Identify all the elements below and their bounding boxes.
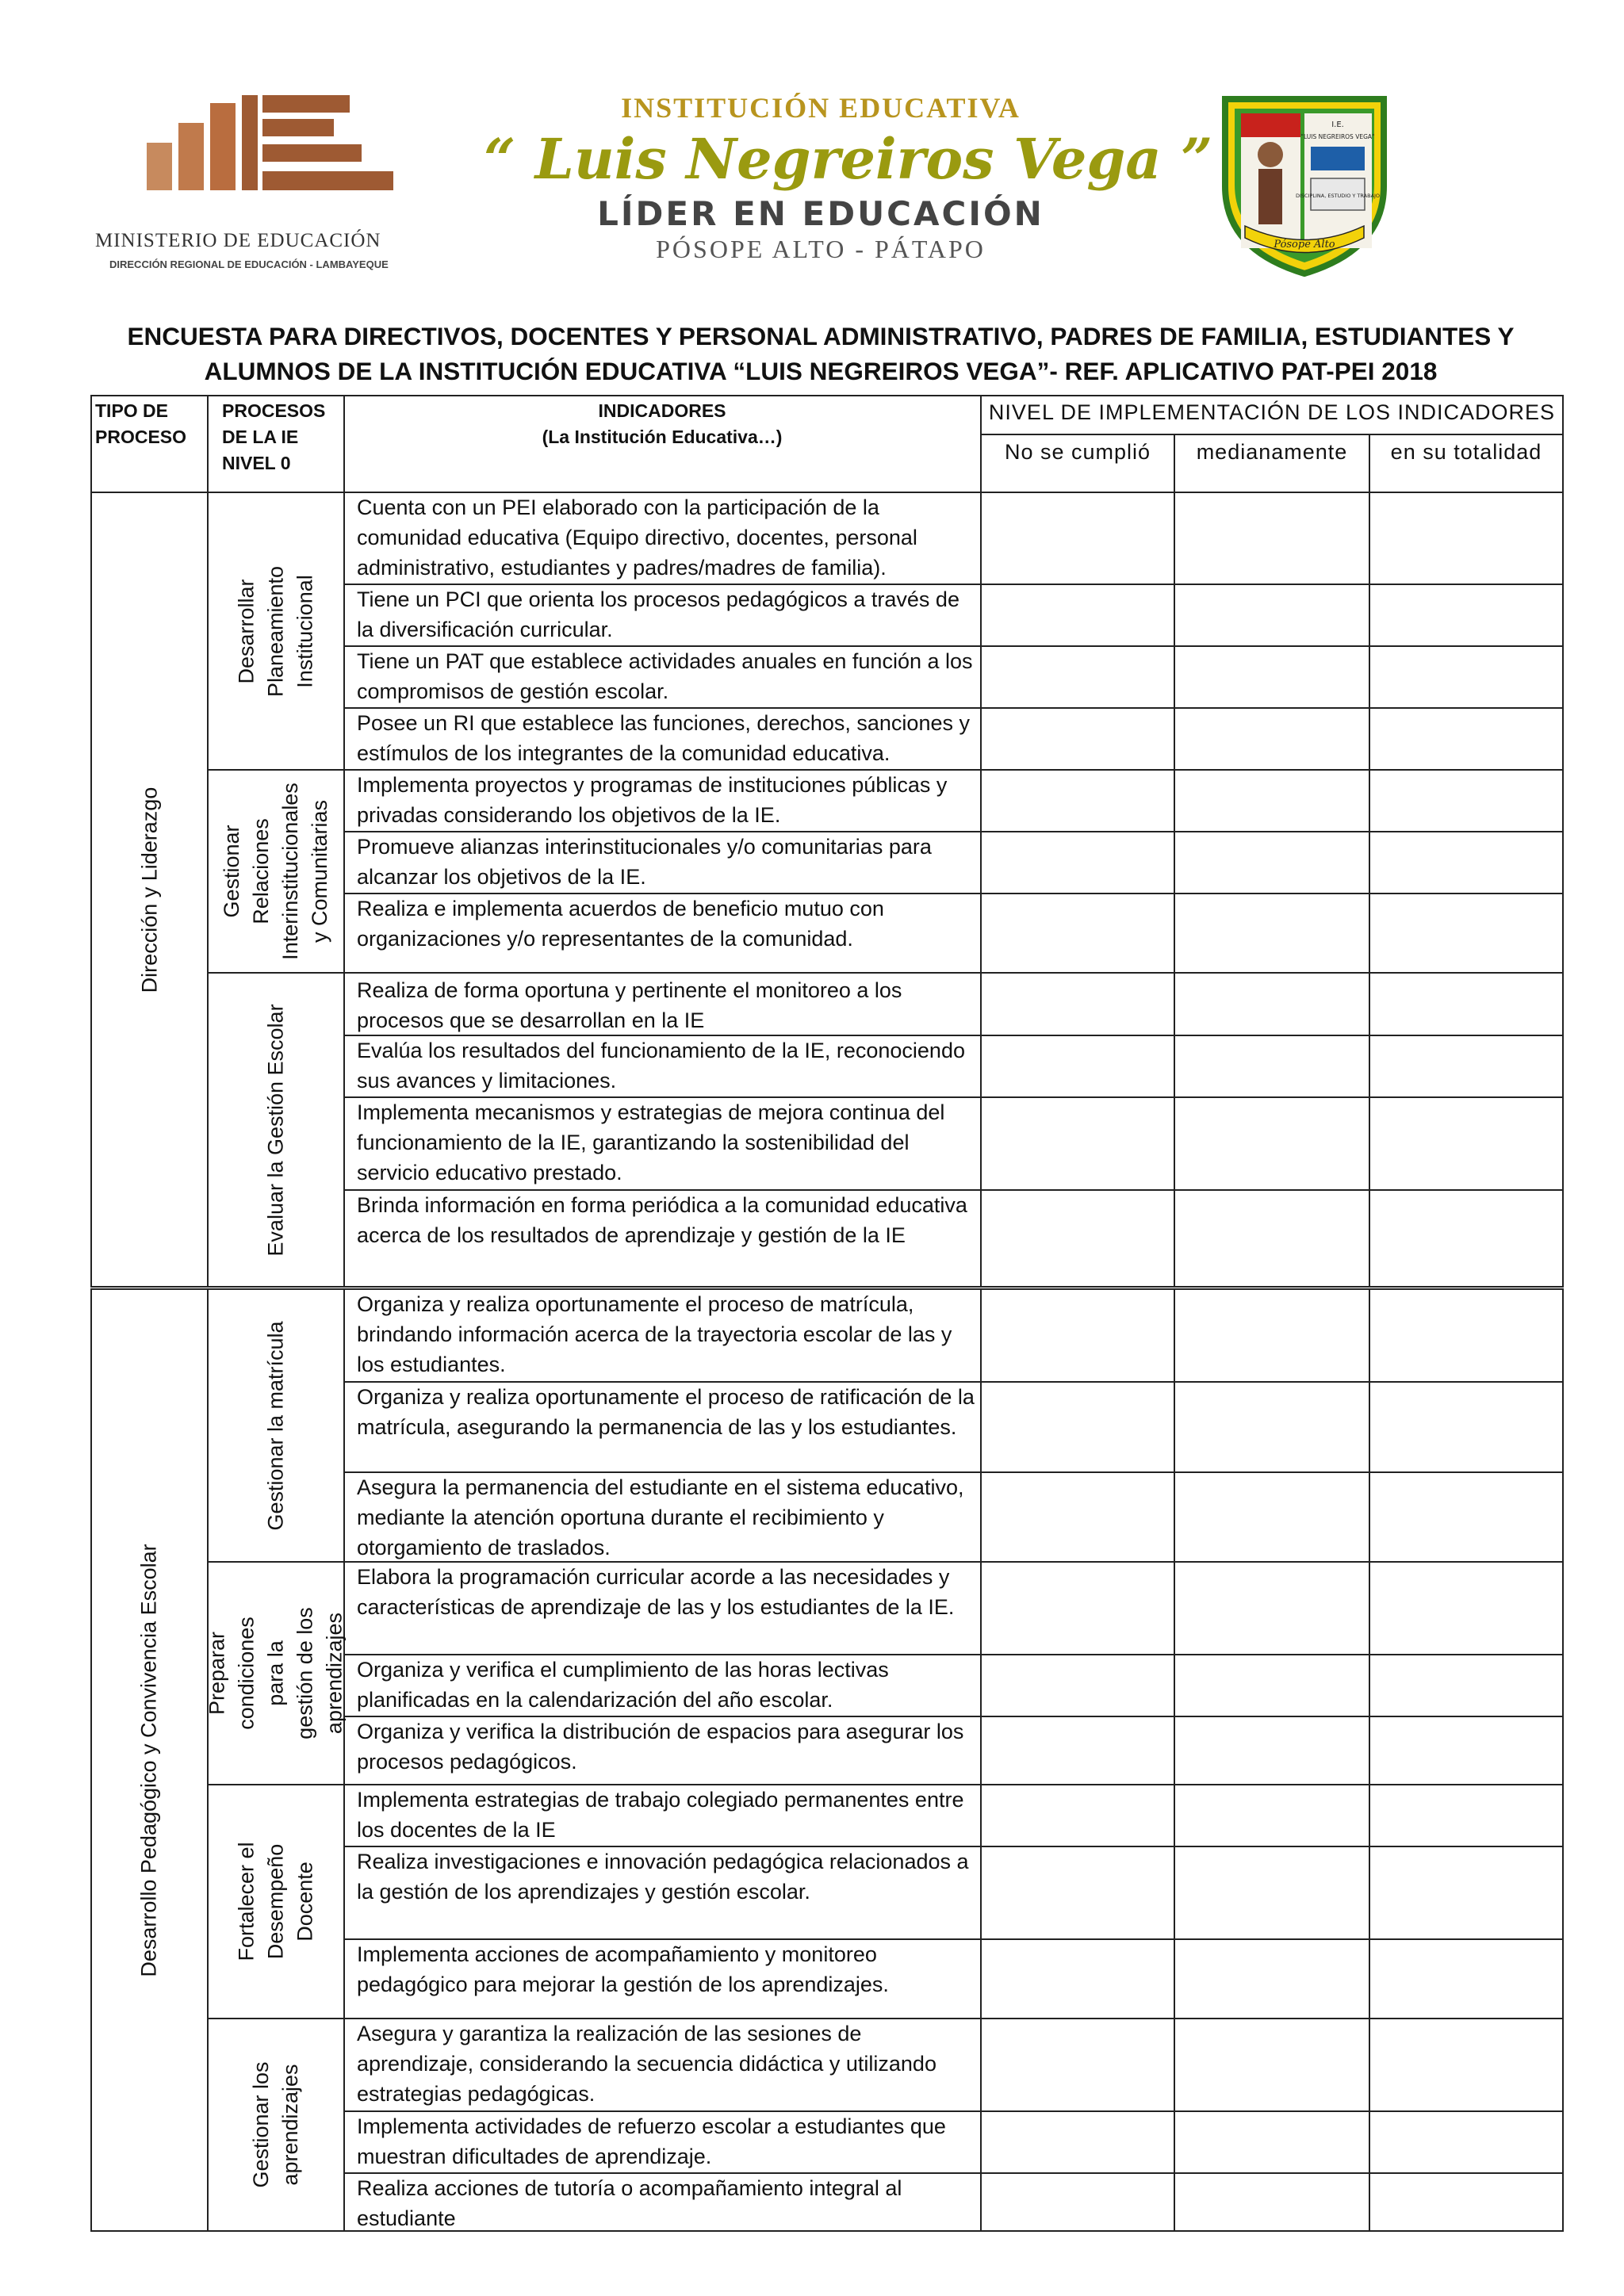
school-slogan: LÍDER EN EDUCACIÓN (597, 194, 1044, 233)
column-header-indicadores: INDICADORES (598, 400, 726, 421)
proceso-cell (209, 1785, 343, 2018)
indicador-text: Realiza de forma oportuna y pertinente el monitoreo a los procesos que se desarrollan en la IE (357, 978, 902, 1032)
crest-name: "LUIS NEGREIROS VEGA" (1300, 133, 1375, 140)
indicador-text: Implementa actividades de refuerzo escolar a estudiantes que muestran dificultades de aprendizaje. (357, 2114, 946, 2168)
indicador-text: Realiza e implementa acuerdos de beneficio mutuo con organizaciones y/o representantes de la comunidad. (357, 897, 884, 951)
proceso-cell (209, 493, 343, 769)
institution-label: INSTITUCIÓN EDUCATIVA (621, 92, 1021, 124)
column-header-tipo: TIPO DE PROCESO (95, 400, 187, 447)
school-location: PÓSOPE ALTO - PÁTAPO (656, 235, 986, 263)
crest-motto: DISCIPLINA, ESTUDIO Y TRABAJO (1295, 193, 1381, 199)
column-header-en-su-totalidad: en su totalidad (1390, 440, 1542, 464)
survey-title-line1: ENCUESTA PARA DIRECTIVOS, DOCENTES Y PERSONAL ADMINISTRATIVO, PADRES DE FAMILIA, ESTUDIANTES Y (127, 322, 1515, 350)
institution-name: “ Luis Negreiros Vega ” (484, 126, 1213, 192)
tipo-proceso-label: Dirección y Liderazgo (137, 786, 161, 993)
indicador-text: Asegura y garantiza la realización de las sesiones de aprendizaje, considerando la secuencia didáctica y utilizando estrategias pedagógicas. (357, 2022, 936, 2106)
indicador-text: Implementa estrategias de trabajo colegiado permanentes entre los docentes de la IE (357, 1788, 964, 1842)
crest-top: I.E. (1331, 121, 1344, 129)
proceso-cell (205, 1563, 347, 1784)
proceso-cell (209, 2019, 343, 2230)
proceso-label: Evaluar la Gestión Escolar (263, 1003, 288, 1257)
ministry-name: MINISTERIO DE EDUCACIÓN (95, 230, 381, 251)
indicador-text: Realiza acciones de tutoría o acompañamiento integral al estudiante (357, 2176, 902, 2230)
indicador-text: Organiza y verifica el cumplimiento de las horas lectivas planificadas en la calendarización del año escolar. (357, 1658, 889, 1712)
indicador-text: Organiza y verifica la distribución de espacios para asegurar los procesos pedagógicos. (357, 1720, 964, 1774)
indicador-text: Implementa acciones de acompañamiento y monitoreo pedagógico para mejorar la gestión de los aprendizajes. (357, 1942, 889, 1996)
column-header-no-se-cumplio: No se cumplió (1004, 440, 1151, 464)
proceso-label: Preparar condiciones para la gestión de los aprendizajes (205, 1607, 347, 1739)
tipo-proceso-label: Desarrollo Pedagógico y Convivencia Escolar (137, 1543, 161, 1977)
indicador-text: Brinda información en forma periódica a la comunidad educativa acerca de los resultados de aprendizaje y gestión de la IE (357, 1193, 967, 1247)
indicador-text: Implementa proyectos y programas de instituciones públicas y privadas considerando los objetivos de la IE. (357, 773, 948, 827)
column-header-medianamente: medianamente (1196, 440, 1348, 464)
proceso-label: Gestionar la matrícula (263, 1320, 288, 1531)
indicador-text: Tiene un PAT que establece actividades anuales en función a los compromisos de gestión escolar. (357, 649, 973, 703)
ministry-direction: DIRECCIÓN REGIONAL DE EDUCACIÓN - LAMBAYEQUE (109, 258, 389, 270)
indicador-text: Organiza y realiza oportunamente el proceso de ratificación de la matrícula, asegurando la permanencia de las y los estudiantes. (357, 1385, 975, 1439)
indicador-text: Promueve alianzas interinstitucionales y/o comunitarias para alcanzar los objetivos de la IE. (357, 835, 932, 889)
survey-title-line2: ALUMNOS DE LA INSTITUCIÓN EDUCATIVA “LUIS NEGREIROS VEGA”- REF. APLICATIVO PAT-PEI 2018 (204, 357, 1438, 385)
proceso-label: Fortalecer el Desempeño Docente (234, 1842, 317, 1961)
indicador-text: Implementa mecanismos y estrategias de mejora continua del funcionamiento de la IE, garantizando la sostenibilidad del servicio educativo prestado. (357, 1100, 945, 1184)
tipo-proceso-cell (92, 493, 207, 1286)
proceso-label: Gestionar Relaciones Interinstitucionales y Comunitarias (220, 783, 331, 960)
indicador-text: Realiza investigaciones e innovación pedagógica relacionados a la gestión de los aprendizajes y gestión escolar. (357, 1850, 969, 1904)
proceso-cell (209, 771, 343, 972)
proceso-label: Desarrollar Planeamiento Institucional (234, 565, 317, 697)
column-header-procesos: PROCESOS DE LA IE NIVEL 0 (222, 400, 326, 473)
tipo-proceso-cell (92, 1290, 207, 2230)
indicador-text: Posee un RI que establece las funciones, derechos, sanciones y estímulos de los integrantes de la comunidad educativa. (357, 711, 970, 765)
proceso-label: Gestionar los aprendizajes (249, 2061, 302, 2188)
proceso-cell (209, 974, 343, 1286)
column-header-nivel: NIVEL DE IMPLEMENTACIÓN DE LOS INDICADORES (988, 400, 1556, 424)
crest-place: Pósope Alto (1274, 239, 1335, 251)
indicador-text: Asegura la permanencia del estudiante en el sistema educativo, mediante la atención oportuna durante el recibimiento y otorgamiento de traslados. (357, 1475, 964, 1559)
column-header-indicadores-sub: (La Institución Educativa…) (542, 427, 783, 447)
proceso-cell (209, 1290, 343, 1561)
indicador-text: Evalúa los resultados del funcionamiento de la IE, reconociendo sus avances y limitaciones. (357, 1039, 965, 1093)
indicador-text: Cuenta con un PEI elaborado con la participación de la comunidad educativa (Equipo directivo, docentes, personal administrativo, estudiantes y padres/madres de familia). (357, 496, 917, 580)
indicador-text: Elabora la programación curricular acorde a las necesidades y características de aprendizaje de las y los estudiantes de la IE. (357, 1565, 955, 1619)
indicador-text: Tiene un PCI que orienta los procesos pedagógicos a través de la diversificación curricular. (357, 587, 959, 641)
indicador-text: Organiza y realiza oportunamente el proceso de matrícula, brindando información acerca de la trayectoria escolar de las y los estudiantes. (357, 1292, 952, 1376)
